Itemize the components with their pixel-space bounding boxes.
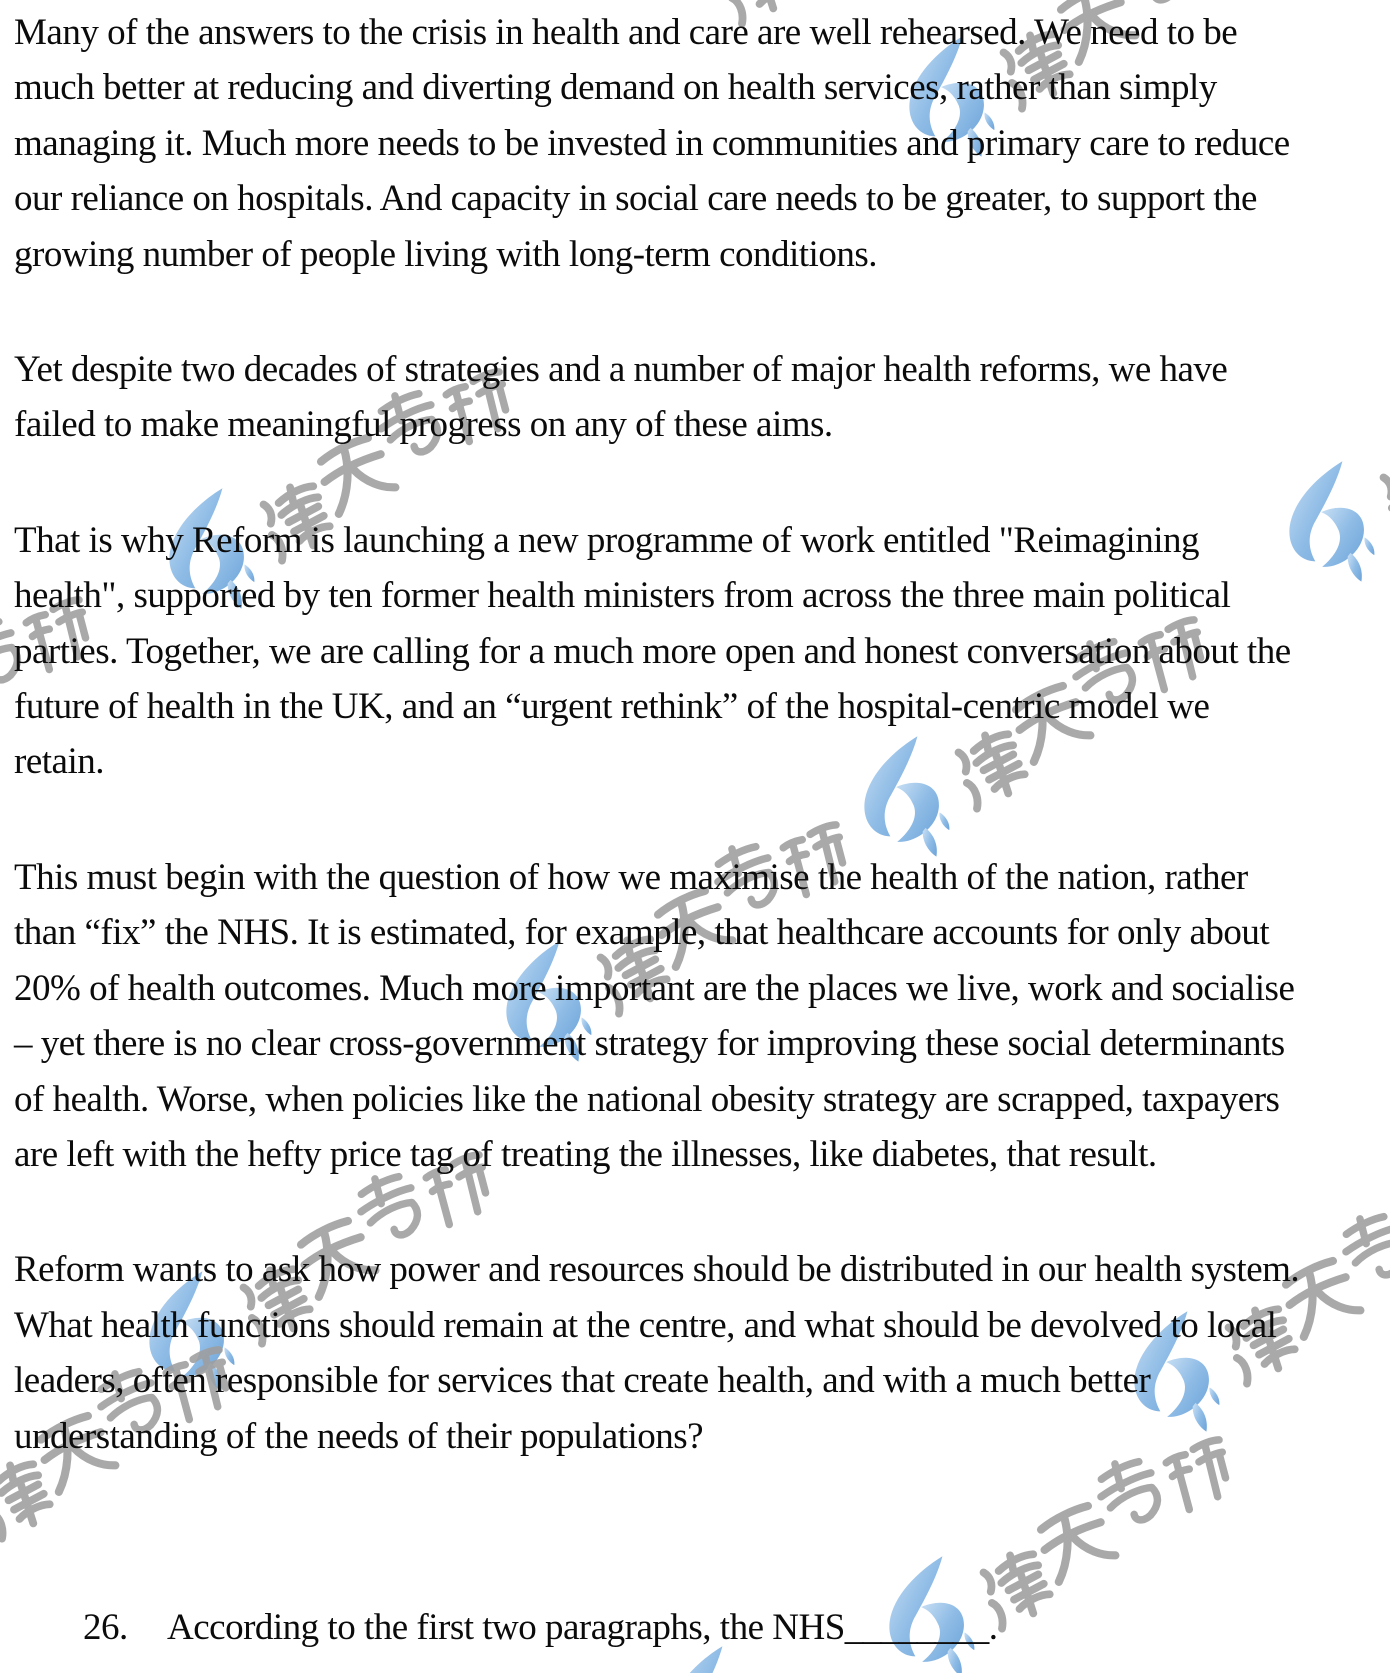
paragraph — [14, 850, 1376, 1182]
paragraph — [14, 342, 1376, 453]
text-line: leaders, often responsible for services that create health, and with a much better — [14, 1360, 1151, 1402]
text-line: – yet there is no clear cross-government strategy for improving these social determinants — [14, 1023, 1285, 1065]
text-line: managing it. Much more needs to be invested in communities and primary care to reduce — [14, 122, 1290, 164]
text-line: Reform wants to ask how power and resources should be distributed in our health system. — [14, 1249, 1300, 1291]
text-line: retain. — [14, 741, 104, 783]
paragraph — [14, 513, 1376, 790]
text-line: parties. Together, we are calling for a much more open and honest conversation about the — [14, 630, 1291, 672]
answer-blank: ________ — [844, 1606, 989, 1648]
text-line: This must begin with the question of how we maximise the health of the nation, rather — [14, 856, 1248, 898]
text-line: That is why Reform is launching a new programme of work entitled "Reimagining — [14, 519, 1199, 561]
question-number: 26. — [83, 1606, 128, 1648]
passage — [14, 5, 1376, 1464]
text-line: future of health in the UK, and an “urgent rethink” of the hospital-centric model we — [14, 686, 1210, 728]
question-26 — [14, 1600, 1376, 1655]
text-line: much better at reducing and diverting demand on health services, rather than simply — [14, 67, 1217, 109]
paragraph — [14, 1242, 1376, 1464]
question-text: According to the first two paragraphs, the NHS — [167, 1606, 845, 1648]
text-line: than “fix” the NHS. It is estimated, for example, that healthcare accounts for only about — [14, 912, 1270, 954]
text-line: growing number of people living with long-term conditions. — [14, 233, 877, 275]
text-line: failed to make meaningful progress on any of these aims. — [14, 404, 833, 446]
text-line: 20% of health outcomes. Much more important are the places we live, work and socialise — [14, 967, 1295, 1009]
text-line: understanding of the needs of their populations? — [14, 1415, 704, 1457]
text-line: of health. Worse, when policies like the national obesity strategy are scrapped, taxpayers — [14, 1078, 1280, 1120]
text-line: What health functions should remain at the centre, and what should be devolved to local — [14, 1304, 1277, 1346]
text-line: Yet despite two decades of strategies and a number of major health reforms, we have — [14, 349, 1228, 391]
text-line: health", supported by ten former health ministers from across the three main political — [14, 575, 1231, 617]
paragraph — [14, 5, 1376, 282]
text-line: are left with the hefty price tag of treating the illnesses, like diabetes, that result. — [14, 1133, 1157, 1175]
question-period: . — [988, 1606, 998, 1648]
text-line: Many of the answers to the crisis in health and care are well rehearsed. We need to be — [14, 12, 1238, 53]
text-line: our reliance on hospitals. And capacity in social care needs to be greater, to support the — [14, 178, 1257, 220]
